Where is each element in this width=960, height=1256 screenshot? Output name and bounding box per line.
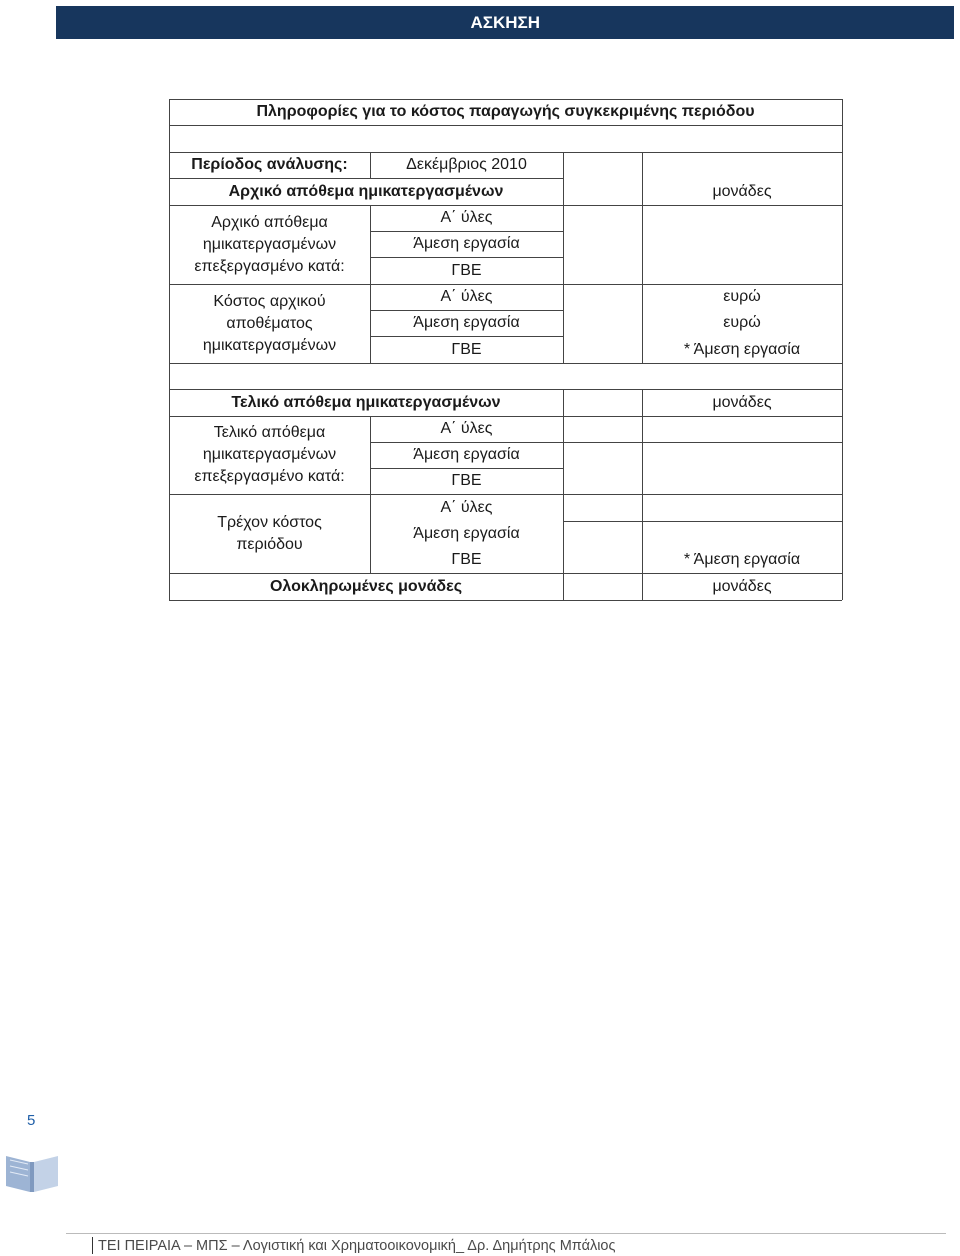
page-number: 5 [27,1112,36,1129]
header-title: ΑΣΚΗΣΗ [470,12,540,32]
cost-labor-unit: ευρώ [723,314,761,331]
opening-cost-label: Κόστος αρχικού αποθέματος ημικατεργασμένων [202,292,337,354]
book-icon [2,1148,62,1199]
current-labor: Άμεση εργασία [413,525,520,542]
period-value: Δεκέμβριος 2010 [406,156,527,173]
completed-label: Ολοκληρωμένες μονάδες [269,577,463,595]
cost-overhead: ΓΒΕ [451,340,482,358]
footer-text: ΤΕΙ ΠΕΙΡΑΙΑ – ΜΠΣ – Λογιστική και Χρηματοοικονομική_ Δρ. Δημήτρης Μπάλιος [98,1237,616,1254]
cost-labor: Άμεση εργασία [413,314,520,331]
header-banner [56,6,954,39]
opening-wip-label: Αρχικό απόθεμα ημικατεργασμένων επεξεργασμένο κατά: [194,213,345,275]
closing-heading: Τελικό απόθεμα ημικατεργασμένων [231,393,501,411]
period-label: Περίοδος ανάλυσης: [191,156,348,173]
closing-units: μονάδες [712,393,772,411]
opening-heading: Αρχικό απόθεμα ημικατεργασμένων [228,182,504,200]
cost-overhead-note: * Άμεση εργασία [683,340,801,358]
table-title: Πληροφορίες για το κόστος παραγωγής συγκεκριμένης περιόδου [256,103,755,120]
opening-labor: Άμεση εργασία [413,235,520,252]
closing-materials: Α΄ ύλες [440,420,493,437]
closing-labor: Άμεση εργασία [413,446,520,463]
current-cost-label: Τρέχον κόστος περιόδου [217,513,322,553]
opening-units: μονάδες [712,182,772,200]
completed-units: μονάδες [712,577,772,595]
opening-overhead: ΓΒΕ [451,261,482,279]
closing-overhead: ΓΒΕ [451,472,482,489]
cost-materials-unit: ευρώ [723,288,761,305]
closing-wip-label: Τελικό απόθεμα ημικατεργασμένων επεξεργασμένο κατά: [194,424,345,485]
footer [92,1237,615,1254]
current-overhead-note: * Άμεση εργασία [683,551,801,568]
opening-materials: Α΄ ύλες [440,209,493,226]
footer-divider [66,1233,946,1234]
cost-materials: Α΄ ύλες [440,288,493,305]
current-materials: Α΄ ύλες [440,498,493,516]
current-overhead: ΓΒΕ [451,551,482,568]
